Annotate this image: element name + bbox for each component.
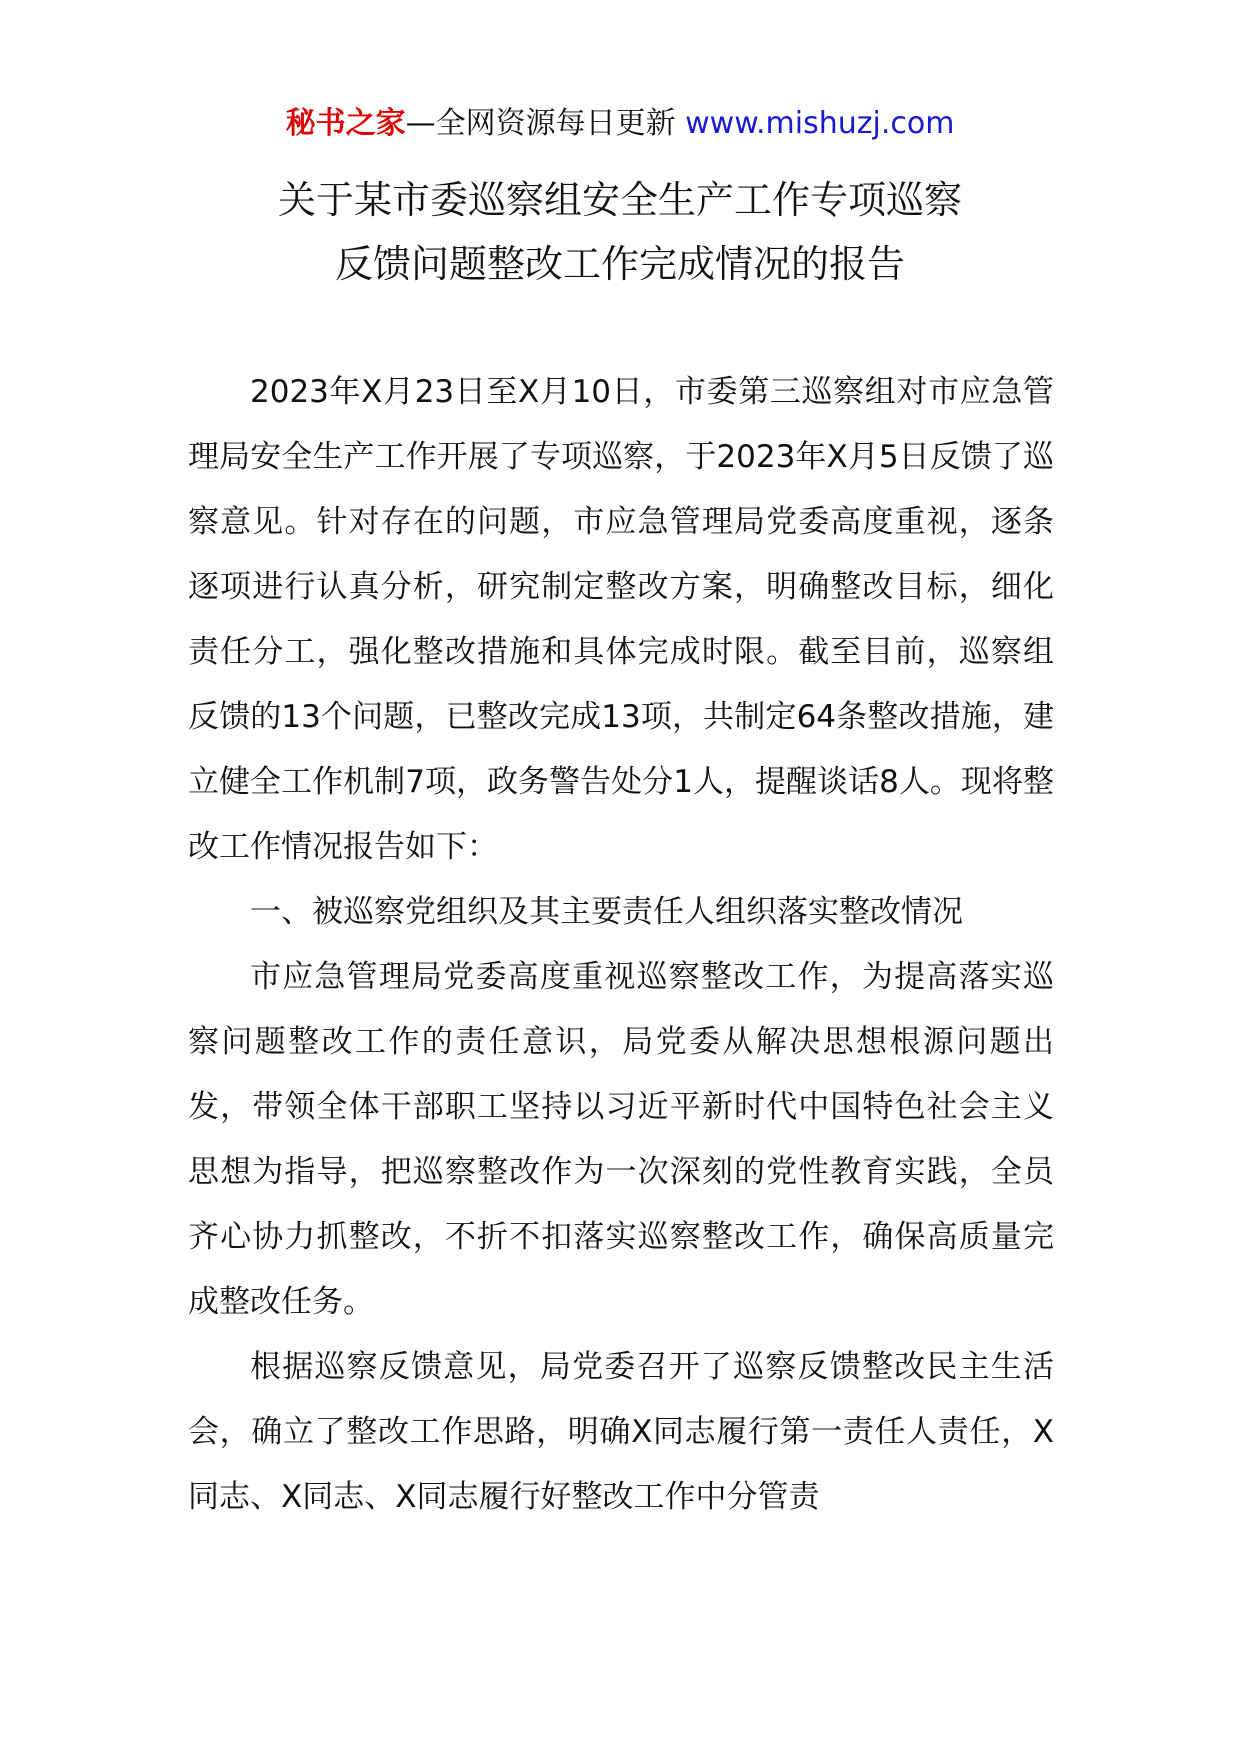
title-line-2: 反馈问题整改工作完成情况的报告 — [334, 242, 905, 286]
paragraph-intro: 2023年X月23日至X月10日，市委第三巡察组对市应急管理局安全生产工作开展了专项巡察，于2023年X月5日反馈了巡察意见。针对存在的问题，市应急管理局党委高度重视，逐条逐项进行认真分析，研究制定整改方案，明确整改目标，细化责任分工，强化整改措施和具体完成时限。截至目前，巡察组反馈的13个问题，已整改完成13项，共制定64条整改措施，建立健全工作机制7项，政务警告处分1人，提醒谈话8人。现将整改工作情况报告如下： — [188, 374, 1054, 865]
header-tagline: —全网资源每日更新 — [405, 106, 686, 141]
section-heading-1: 一、被巡察党组织及其主要责任人组织落实整改情况 — [250, 894, 963, 930]
document-title — [0, 168, 1240, 296]
paragraph-section-1-continued: 根据巡察反馈意见，局党委召开了巡察反馈整改民主生活会，确立了整改工作思路，明确X同志履行第一责任人责任，X同志、X同志、X同志履行好整改工作中分管责 — [188, 1349, 1054, 1515]
brand-name: 秘书之家 — [285, 106, 406, 141]
document-body — [188, 360, 1054, 1530]
title-line-1: 关于某市委巡察组安全生产工作专项巡察 — [277, 178, 962, 222]
site-url-link[interactable]: www.mishuzj.com — [685, 106, 955, 141]
site-header — [0, 104, 1240, 144]
paragraph-section-1: 市应急管理局党委高度重视巡察整改工作，为提高落实巡察问题整改工作的责任意识，局党委从解决思想根源问题出发，带领全体干部职工坚持以习近平新时代中国特色社会主义思想为指导，把巡察整改作为一次深刻的党性教育实践，全员齐心协力抓整改，不折不扣落实巡察整改工作，确保高质量完成整改任务。 — [188, 959, 1054, 1320]
